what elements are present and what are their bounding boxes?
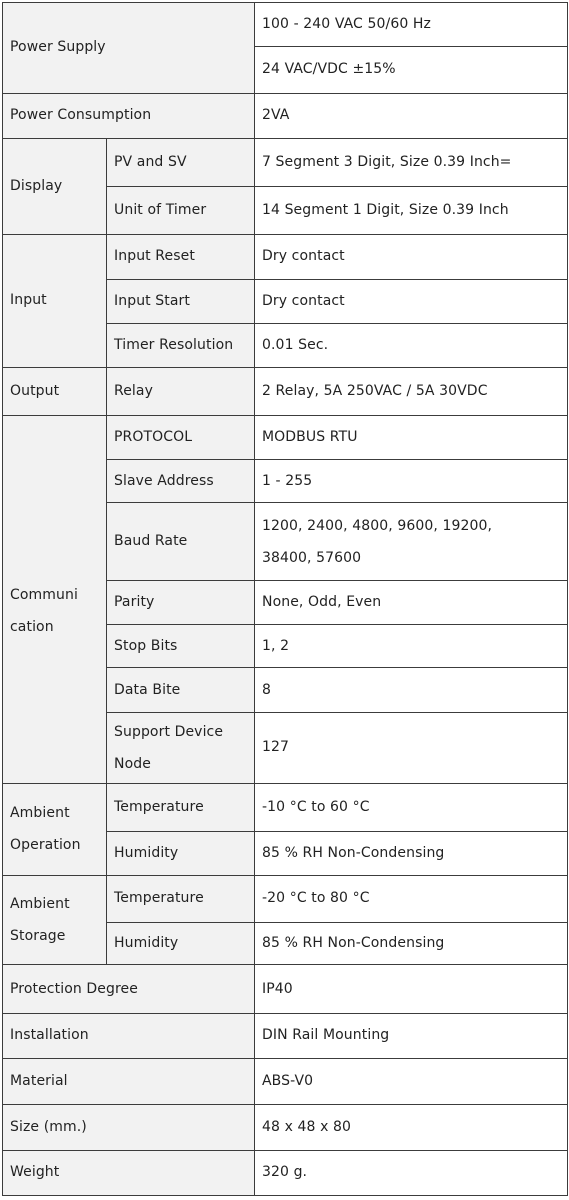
- row-label-size: Size (mm.): [3, 1105, 255, 1150]
- support-device-line1: Support Device: [114, 723, 224, 740]
- value-pv-sv: 7 Segment 3 Digit, Size 0.39 Inch=: [255, 138, 568, 186]
- table-row: [3, 1058, 568, 1104]
- sub-label-pv-sv: PV and SV: [107, 138, 255, 186]
- table-row: [3, 368, 568, 415]
- row-label-ambient-storage: [3, 875, 107, 965]
- value-data-bite: 8: [255, 668, 568, 712]
- value-storage-temperature: -20 °C to 80 °C: [255, 875, 568, 922]
- sub-label-operation-humidity: Humidity: [107, 832, 255, 875]
- row-label-power-supply: Power Supply: [3, 3, 255, 94]
- sub-label-storage-humidity: Humidity: [107, 923, 255, 965]
- row-label-ambient-operation: [3, 784, 107, 876]
- value-storage-humidity: 85 % RH Non-Condensing: [255, 923, 568, 965]
- value-slave-address: 1 - 255: [255, 460, 568, 503]
- sub-label-operation-temperature: Temperature: [107, 784, 255, 832]
- sub-label-baud-rate: Baud Rate: [107, 503, 255, 581]
- value-installation: DIN Rail Mounting: [255, 1013, 568, 1058]
- table-row: [3, 784, 568, 832]
- row-label-weight: Weight: [3, 1150, 255, 1195]
- value-relay: 2 Relay, 5A 250VAC / 5A 30VDC: [255, 368, 568, 415]
- value-power-consumption: 2VA: [255, 93, 568, 138]
- value-input-start: Dry contact: [255, 279, 568, 323]
- row-label-installation: Installation: [3, 1013, 255, 1058]
- sub-label-timer-resolution: Timer Resolution: [107, 324, 255, 368]
- value-protection-degree: IP40: [255, 965, 568, 1013]
- ambient-operation-line2: Operation: [10, 837, 81, 854]
- value-power-supply-ac: 100 - 240 VAC 50/60 Hz: [255, 3, 568, 47]
- table-row: [3, 3, 568, 47]
- table-row: [3, 93, 568, 138]
- communication-label-line2: cation: [10, 619, 54, 636]
- sub-label-slave-address: Slave Address: [107, 460, 255, 503]
- sub-label-input-start: Input Start: [107, 279, 255, 323]
- row-label-material: Material: [3, 1058, 255, 1104]
- row-label-power-consumption: Power Consumption: [3, 93, 255, 138]
- ambient-storage-line1: Ambient: [10, 896, 70, 913]
- table-row: [3, 965, 568, 1013]
- value-operation-humidity: 85 % RH Non-Condensing: [255, 832, 568, 875]
- ambient-operation-line1: Ambient: [10, 805, 70, 822]
- row-label-communication: [3, 415, 107, 783]
- value-stop-bits: 1, 2: [255, 625, 568, 668]
- table-row: [3, 138, 568, 186]
- value-input-reset: Dry contact: [255, 234, 568, 279]
- value-size: 48 x 48 x 80: [255, 1105, 568, 1150]
- value-material: ABS-V0: [255, 1058, 568, 1104]
- table-row: [3, 875, 568, 922]
- table-row: [3, 234, 568, 279]
- sub-label-parity: Parity: [107, 580, 255, 624]
- value-operation-temperature: -10 °C to 60 °C: [255, 784, 568, 832]
- value-weight: 320 g.: [255, 1150, 568, 1195]
- baud-rate-line1: 1200, 2400, 4800, 9600, 19200,: [262, 517, 493, 534]
- sub-label-input-reset: Input Reset: [107, 234, 255, 279]
- value-timer-resolution: 0.01 Sec.: [255, 324, 568, 368]
- sub-label-stop-bits: Stop Bits: [107, 625, 255, 668]
- sub-label-storage-temperature: Temperature: [107, 875, 255, 922]
- baud-rate-line2: 38400, 57600: [262, 549, 362, 566]
- row-label-display: Display: [3, 138, 107, 234]
- value-baud-rate: [255, 503, 568, 581]
- table-row: [3, 1105, 568, 1150]
- row-label-protection-degree: Protection Degree: [3, 965, 255, 1013]
- sub-label-protocol: PROTOCOL: [107, 415, 255, 459]
- communication-label-line1: Communi: [10, 587, 78, 604]
- sub-label-support-device-node: [107, 712, 255, 783]
- sub-label-data-bite: Data Bite: [107, 668, 255, 712]
- table-row: [3, 1150, 568, 1195]
- value-unit-of-timer: 14 Segment 1 Digit, Size 0.39 Inch: [255, 187, 568, 234]
- sub-label-relay: Relay: [107, 368, 255, 415]
- ambient-storage-line2: Storage: [10, 928, 66, 945]
- row-label-output: Output: [3, 368, 107, 415]
- table-row: [3, 1013, 568, 1058]
- value-power-supply-dc: 24 VAC/VDC ±15%: [255, 47, 568, 93]
- value-support-device-node: 127: [255, 712, 568, 783]
- sub-label-unit-of-timer: Unit of Timer: [107, 187, 255, 234]
- support-device-line2: Node: [114, 755, 151, 772]
- row-label-input: Input: [3, 234, 107, 368]
- table-row: [3, 415, 568, 459]
- value-parity: None, Odd, Even: [255, 580, 568, 624]
- specification-table: [2, 2, 568, 1196]
- value-protocol: MODBUS RTU: [255, 415, 568, 459]
